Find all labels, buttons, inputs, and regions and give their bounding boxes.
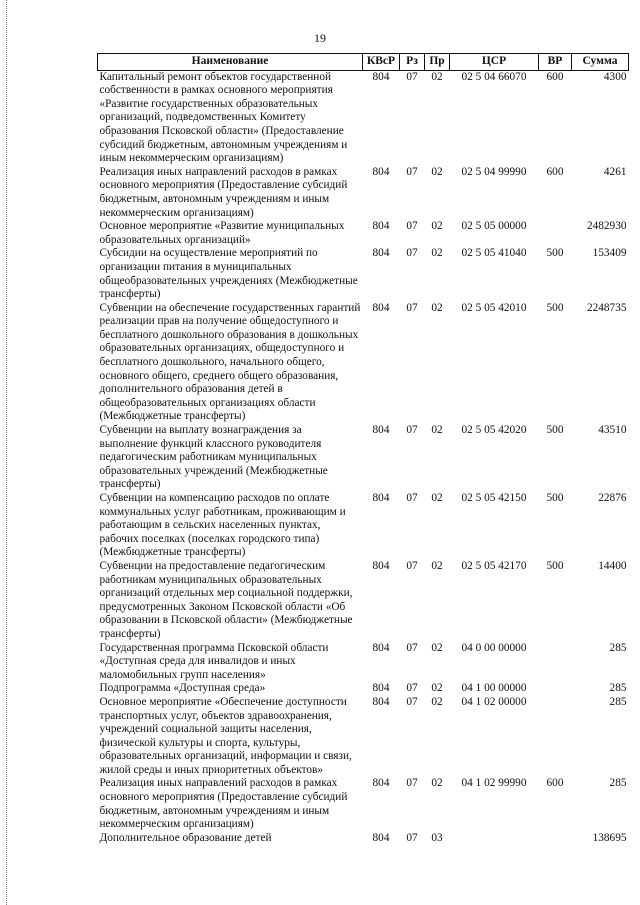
cell-sum: 4261 — [603, 165, 627, 178]
cell-kvsr: 804 — [372, 777, 390, 790]
cell-name: Основное мероприятие «Развитие муниципальных образовательных организаций» — [99, 220, 345, 246]
cell-name: Дополнительное образование детей — [99, 831, 272, 844]
table-row — [98, 220, 629, 247]
table-row — [98, 832, 629, 846]
cell-pr: 02 — [431, 301, 443, 314]
cell-kvsr: 804 — [372, 492, 390, 504]
cell-rz: 07 — [406, 559, 418, 572]
cell-name: Субсидии на осуществление мероприятий по организации питания в муниципальных общеобразовательных учреждениях (Межбюджетные трансферты) — [99, 247, 358, 301]
cell-csr: 02 5 05 42170 — [461, 559, 527, 572]
table-row — [98, 696, 629, 778]
cell-rz: 07 — [406, 695, 418, 708]
cell-name: Подпрограмма «Доступная среда» — [99, 682, 266, 695]
cell-name: Субвенции на компенсацию расходов по оплате коммунальных услуг работникам, проживающим и работающим в сельских населенных пунктах, рабочих поселках (поселках городского типа) (Межбюджетные трансферты) — [99, 492, 346, 559]
cell-vr: 600 — [546, 70, 564, 83]
cell-csr — [450, 832, 539, 846]
cell-csr: 04 0 00 00000 — [461, 641, 527, 654]
cell-rz: 07 — [406, 641, 418, 654]
cell-pr: 02 — [431, 424, 443, 437]
cell-sum: 43510 — [598, 424, 627, 437]
table-row — [98, 560, 629, 642]
cell-kvsr: 804 — [372, 641, 390, 654]
cell-name: Государственная программа Псковской области «Доступная среда для инвалидов и иных маломобильных групп населения» — [99, 641, 329, 681]
cell-rz: 07 — [406, 165, 418, 178]
cell-kvsr: 804 — [372, 247, 390, 260]
cell-kvsr: 804 — [372, 70, 390, 83]
cell-kvsr: 804 — [372, 424, 390, 437]
cell-pr: 02 — [431, 682, 443, 695]
cell-vr — [539, 220, 572, 247]
cell-kvsr: 804 — [372, 695, 390, 708]
table-row — [98, 247, 629, 301]
cell-kvsr: 804 — [372, 559, 390, 572]
cell-csr: 02 5 04 66070 — [461, 70, 527, 83]
cell-pr: 02 — [431, 559, 443, 572]
cell-csr: 02 5 05 41040 — [461, 247, 527, 260]
cell-name: Основное мероприятие «Обеспечение доступности транспортных услуг, объектов здравоохранения, учреждений социальной защиты населения, физической культуры и спорта, культуры, образовательных организаций, информации и связи, жилой среды и иных приоритетных объектов» — [99, 695, 352, 776]
cell-kvsr: 804 — [372, 220, 390, 233]
table-row — [98, 682, 629, 696]
cell-rz: 07 — [406, 424, 418, 437]
cell-name: Реализация иных направлений расходов в рамках основного мероприятия (Предоставление субсидий бюджетным, автономным учреждениям и иным некоммерческим организациям) — [99, 165, 348, 219]
table-row — [98, 424, 629, 492]
cell-vr: 500 — [546, 424, 564, 437]
cell-csr: 02 5 05 42010 — [461, 301, 527, 314]
cell-vr — [539, 696, 572, 778]
cell-pr: 02 — [431, 247, 443, 260]
cell-csr: 02 5 05 00000 — [461, 220, 527, 233]
header-kvsr: КВсР — [363, 54, 400, 71]
cell-name: Субвенции на выплату вознаграждения за выполнение функций классного руководителя педагогическим работникам муниципальных образовательных учреждений (Межбюджетные трансферты) — [99, 424, 328, 491]
cell-pr: 02 — [431, 777, 443, 790]
budget-table — [97, 53, 629, 845]
cell-kvsr: 804 — [372, 301, 390, 314]
header-rz: Рз — [400, 54, 425, 71]
cell-sum: 285 — [609, 695, 627, 708]
cell-sum: 2248735 — [586, 301, 627, 314]
cell-sum: 22876 — [598, 492, 627, 504]
cell-name: Капитальный ремонт объектов государственной собственности в рамках основного мероприятия «Развитие государственных образовательных организаций, подведомственных Комитету образования Псковской области» (Предоставление субсидий бюджетным, автономным учреждениям и иным некоммерческим организациям) — [99, 70, 348, 165]
table-row — [98, 70, 629, 166]
cell-pr: 02 — [431, 641, 443, 654]
cell-name: Реализация иных направлений расходов в рамках основного мероприятия (Предоставление субсидий бюджетным, автономным учреждениям и иным некоммерческим организациям) — [99, 777, 348, 831]
cell-rz: 07 — [406, 301, 418, 314]
cell-vr — [539, 832, 572, 846]
cell-vr — [539, 682, 572, 696]
cell-kvsr: 804 — [372, 165, 390, 178]
cell-sum: 4300 — [603, 70, 627, 83]
cell-rz: 07 — [406, 831, 418, 844]
cell-pr: 02 — [431, 165, 443, 178]
cell-name: Субвенции на предоставление педагогическим работникам муниципальных образовательных организаций отдельных мер социальной поддержки, предусмотренных Законом Псковской области «Об образовании в Псковской области» (Межбюджетные трансферты) — [99, 559, 353, 640]
cell-sum: 138695 — [592, 831, 627, 844]
cell-rz: 07 — [406, 247, 418, 260]
table-body — [98, 70, 629, 845]
cell-sum: 285 — [609, 777, 627, 790]
table-header-row — [98, 54, 629, 71]
header-csr: ЦСР — [450, 54, 539, 71]
table-row — [98, 492, 629, 560]
cell-vr — [539, 642, 572, 683]
cell-csr: 04 1 00 00000 — [461, 682, 527, 695]
cell-sum: 153409 — [592, 247, 627, 260]
cell-vr: 500 — [546, 247, 564, 260]
table-row — [98, 166, 629, 220]
cell-rz: 07 — [406, 70, 418, 83]
page-number: 19 — [314, 31, 326, 45]
cell-vr: 500 — [546, 301, 564, 314]
cell-vr: 500 — [546, 559, 564, 572]
cell-sum: 2482930 — [586, 220, 627, 233]
cell-csr: 04 1 02 99990 — [461, 777, 527, 790]
cell-sum: 285 — [609, 682, 627, 695]
cell-pr: 02 — [431, 492, 443, 504]
cell-pr: 02 — [431, 695, 443, 708]
cell-vr: 500 — [546, 492, 564, 504]
cell-name: Субвенции на обеспечение государственных гарантий реализации прав на получение общедоступного и бесплатного дошкольного образования в дошкольных образовательных организациях, общедоступного и бесплатного дошкольного, начального общего, основного общего, среднего общего образования, дополнительного образования детей в общеобразовательных организациях области (Межбюджетные трансферты) — [99, 301, 361, 423]
header-vr: ВР — [539, 54, 572, 71]
table-row — [98, 642, 629, 683]
cell-pr: 03 — [431, 831, 443, 844]
cell-sum: 14400 — [598, 559, 627, 572]
cell-csr: 02 5 05 42020 — [461, 424, 527, 437]
cell-csr: 02 5 05 42150 — [461, 492, 527, 504]
scan-edge-line — [6, 0, 8, 905]
cell-rz: 07 — [406, 777, 418, 790]
cell-pr: 02 — [431, 220, 443, 233]
cell-pr: 02 — [431, 70, 443, 83]
cell-kvsr: 804 — [372, 831, 390, 844]
table-row — [98, 777, 629, 831]
header-pr: Пр — [425, 54, 450, 71]
cell-kvsr: 804 — [372, 682, 390, 695]
cell-vr: 600 — [546, 165, 564, 178]
cell-csr: 04 1 02 00000 — [461, 695, 527, 708]
header-name: Наименование — [98, 54, 363, 71]
cell-rz: 07 — [406, 682, 418, 695]
cell-csr: 02 5 04 99990 — [461, 165, 527, 178]
cell-sum: 285 — [609, 641, 627, 654]
cell-rz: 07 — [406, 492, 418, 504]
header-sum: Сумма — [572, 54, 629, 71]
table-row — [98, 302, 629, 424]
cell-rz: 07 — [406, 220, 418, 233]
cell-vr: 600 — [546, 777, 564, 790]
